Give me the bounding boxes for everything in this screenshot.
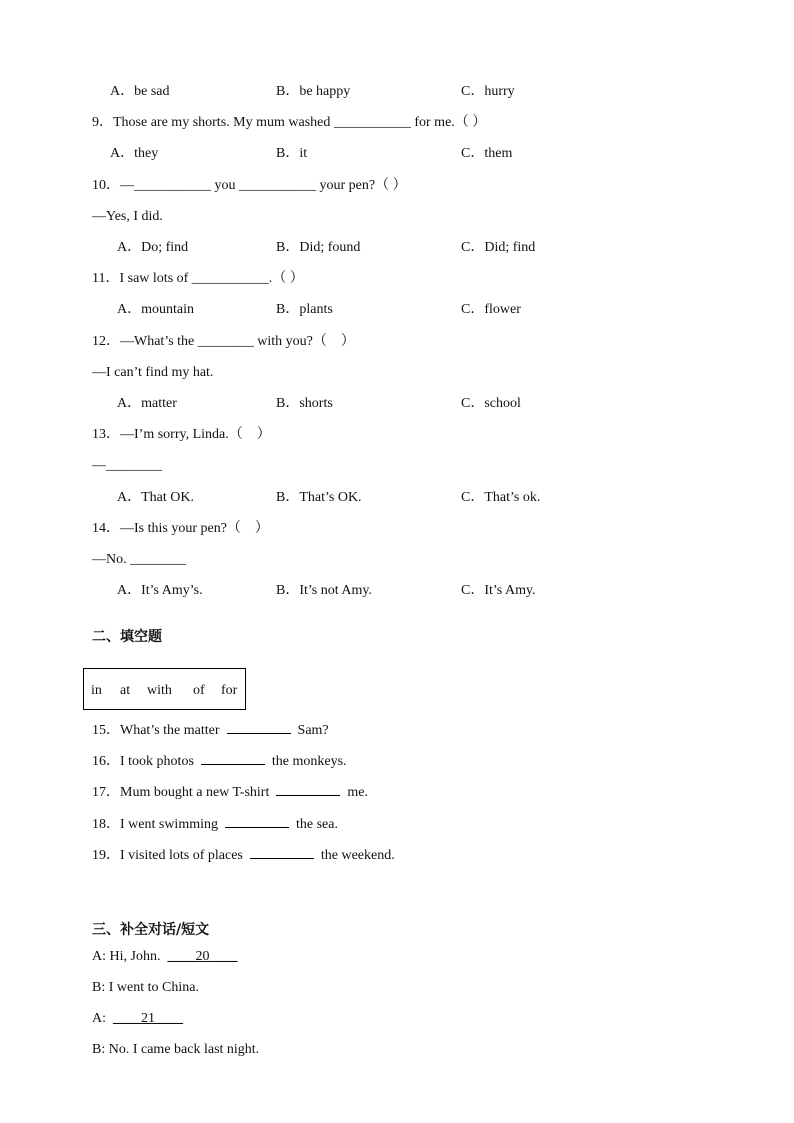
q16-line <box>92 750 347 771</box>
word-bank-item: with <box>147 683 172 698</box>
q17-blank[interactable] <box>276 781 340 796</box>
q18-blank[interactable] <box>225 813 289 828</box>
q11-option-c[interactable]: C．flower <box>461 302 521 317</box>
q12-option-b[interactable]: B．shorts <box>276 396 333 411</box>
word-bank-item: of <box>193 683 205 698</box>
q8-option-a[interactable]: A．be sad <box>110 84 170 99</box>
dialogue-text: I went to China. <box>108 980 199 995</box>
q8-option-b[interactable]: B．be happy <box>276 84 351 99</box>
q8-option-c[interactable]: C．hurry <box>461 84 515 99</box>
q13-option-a[interactable]: A．That OK. <box>117 490 194 505</box>
section-2-title: 二、填空题 <box>92 629 162 645</box>
q11-option-a[interactable]: A．mountain <box>117 302 194 317</box>
q14-option-b[interactable]: B．It’s not Amy. <box>276 583 372 598</box>
q19-blank[interactable] <box>250 844 314 859</box>
q11-option-b[interactable]: B．plants <box>276 302 333 317</box>
q18-before: 18．I went swimming <box>92 817 218 832</box>
q10-option-c[interactable]: C．Did; find <box>461 240 536 255</box>
q18-after: the sea. <box>296 817 338 832</box>
q15-after: Sam? <box>297 723 329 738</box>
q13-reply: —________ <box>92 458 162 473</box>
q14-reply: —No. ________ <box>92 552 187 567</box>
q16-before: 16．I took photos <box>92 754 194 769</box>
dialogue-speaker: A: <box>92 949 106 964</box>
dialogue-blank-21[interactable]: ____21____ <box>113 1011 183 1026</box>
q16-blank[interactable] <box>201 750 265 765</box>
q19-line <box>92 844 395 865</box>
section-3-title: 三、补全对话/短文 <box>92 922 210 938</box>
q18-line <box>92 813 338 834</box>
q14-option-a[interactable]: A．It’s Amy’s. <box>117 583 203 598</box>
q12-stem: 12．—What’s the ________ with you?（ ） <box>92 334 355 349</box>
q17-line <box>92 781 368 802</box>
dialogue-speaker: B: <box>92 980 106 995</box>
q16-after: the monkeys. <box>271 754 347 769</box>
q10-option-b[interactable]: B．Did; found <box>276 240 361 255</box>
q12-option-c[interactable]: C．school <box>461 396 521 411</box>
word-bank-item: in <box>91 683 102 698</box>
q10-option-a[interactable]: A．Do; find <box>117 240 189 255</box>
q19-after: the weekend. <box>320 848 395 863</box>
q11-stem: 11．I saw lots of ___________.（ ） <box>92 271 304 286</box>
q9-option-c[interactable]: C．them <box>461 146 513 161</box>
q17-after: me. <box>347 785 368 800</box>
word-bank-box <box>83 668 246 710</box>
dialogue-text: No. I came back last night. <box>108 1042 260 1057</box>
q15-before: 15．What’s the matter <box>92 723 220 738</box>
q13-stem: 13．—I’m sorry, Linda.（ ） <box>92 427 271 442</box>
q17-before: 17．Mum bought a new T-shirt <box>92 785 270 800</box>
q13-option-c[interactable]: C．That’s ok. <box>461 490 541 505</box>
q9-option-a[interactable]: A．they <box>110 146 159 161</box>
word-bank-item: for <box>221 683 238 698</box>
dialogue-speaker: B: <box>92 1042 106 1057</box>
dialogue-text: Hi, John. <box>109 949 161 964</box>
dialogue-line-4 <box>92 1041 259 1059</box>
dialogue-blank-20[interactable]: ____20____ <box>167 949 238 964</box>
q14-option-c[interactable]: C．It’s Amy. <box>461 583 536 598</box>
q15-blank[interactable] <box>227 719 291 734</box>
q14-stem: 14．—Is this your pen?（ ） <box>92 521 269 536</box>
q15-line <box>92 719 329 740</box>
q19-before: 19．I visited lots of places <box>92 848 243 863</box>
dialogue-speaker: A: <box>92 1011 106 1026</box>
q12-reply: —I can’t find my hat. <box>92 365 214 380</box>
q13-option-b[interactable]: B．That’s OK. <box>276 490 362 505</box>
q12-option-a[interactable]: A．matter <box>117 396 177 411</box>
dialogue-line-2 <box>92 979 199 997</box>
q9-stem: 9．Those are my shorts. My mum washed ___________ for me.（ ） <box>92 115 487 130</box>
dialogue-line-1 <box>92 948 237 966</box>
dialogue-line-3 <box>92 1010 183 1028</box>
q9-option-b[interactable]: B．it <box>276 146 308 161</box>
word-bank-item: at <box>120 683 131 698</box>
q10-reply: —Yes, I did. <box>92 209 163 224</box>
q10-stem: 10．—___________ you ___________ your pen?（ ） <box>92 178 407 193</box>
